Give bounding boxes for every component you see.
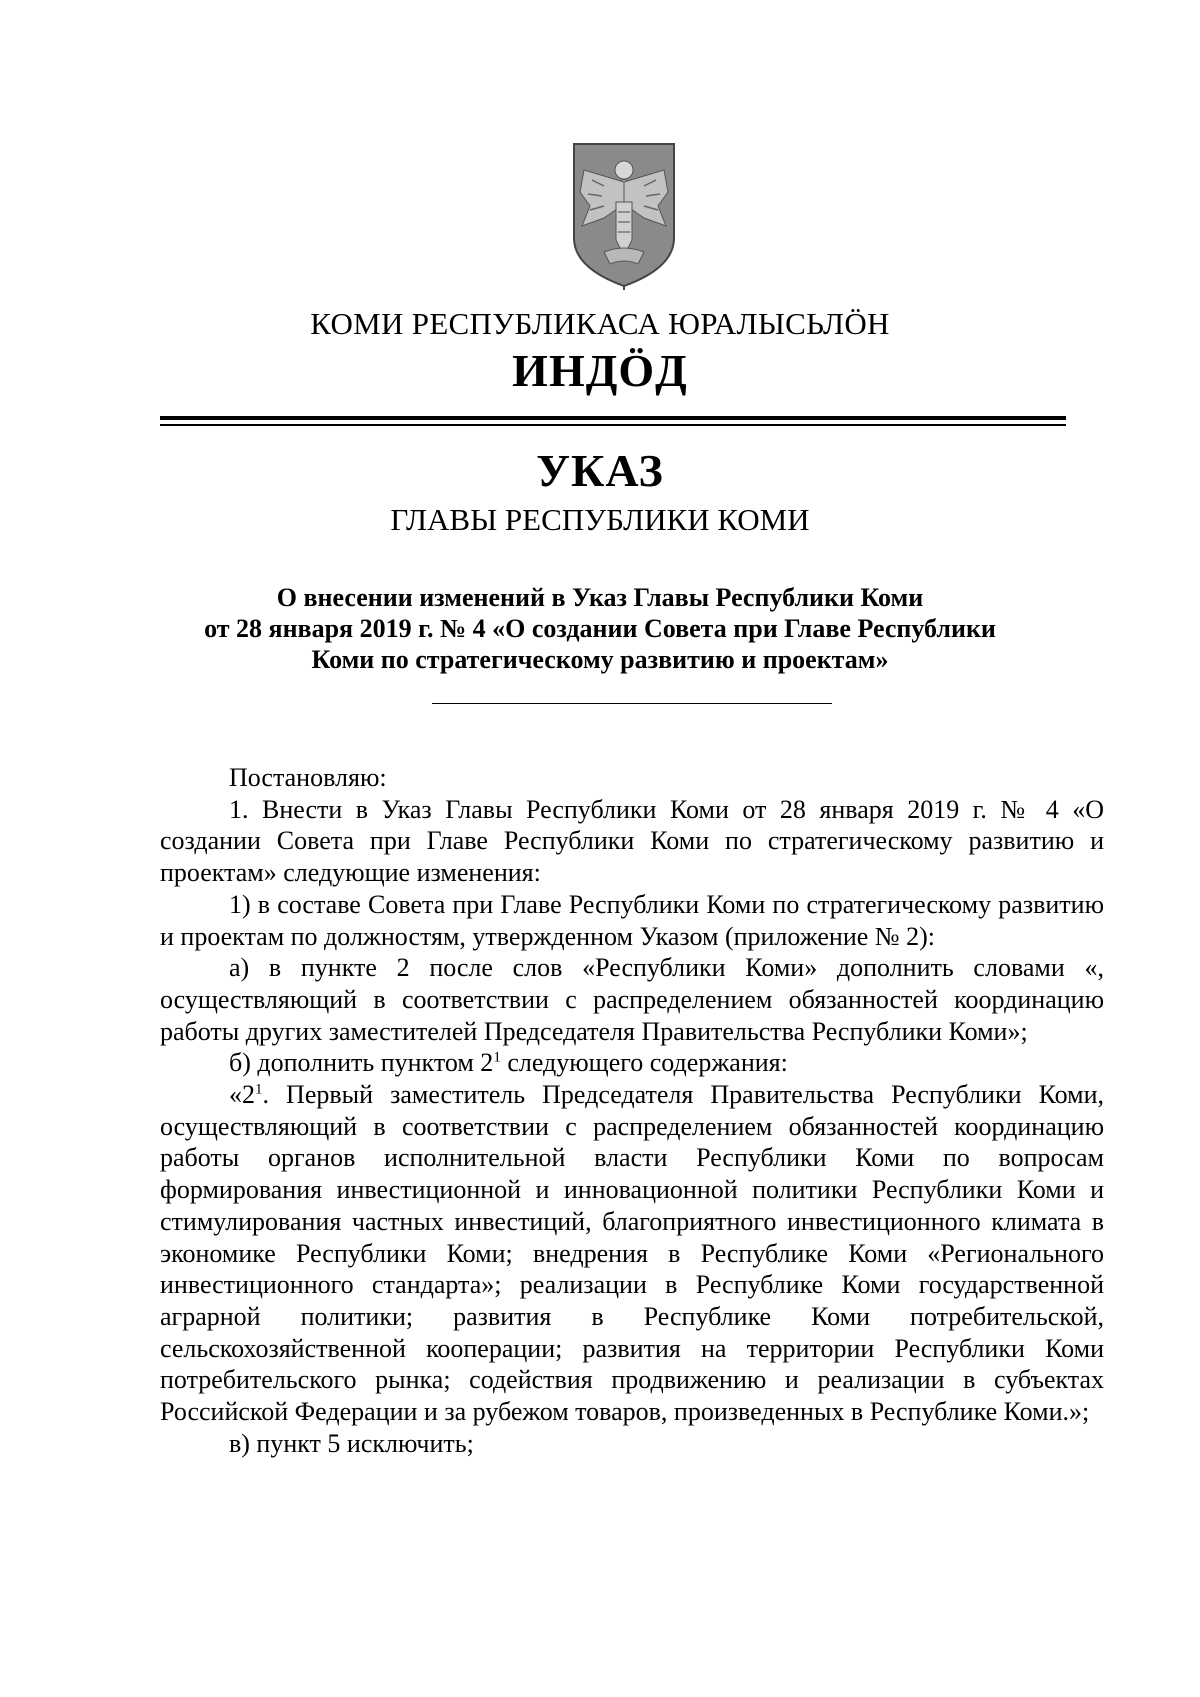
document-title-line: О внесении изменений в Указ Главы Республики Коми — [276, 583, 924, 612]
superscript: 1 — [255, 1081, 263, 1098]
komi-coat-of-arms-icon — [570, 140, 678, 290]
superscript: 1 — [493, 1049, 501, 1066]
title-underline — [432, 703, 832, 704]
paragraph-2-1-quote — [160, 1079, 1104, 1428]
paragraph-b-text-end: следующего содержания: — [500, 1048, 788, 1078]
komi-header-line: КОМИ РЕСПУБЛИКАСА ЮРАЛЫСЬЛӦН — [310, 306, 890, 341]
document-title-line: от 28 января 2019 г. № 4 «О создании Совета при Главе Республики — [204, 614, 996, 643]
header-divider-thin — [160, 424, 1066, 426]
document-body — [160, 762, 1104, 1459]
paragraph-b — [160, 1047, 1104, 1079]
decree-word: Постановляю: — [229, 763, 387, 792]
komi-document-type: ИНДӦД — [512, 345, 688, 396]
document-type: УКАЗ — [536, 445, 664, 496]
header-divider-thick — [160, 416, 1066, 420]
paragraph-b-text: б) дополнить пунктом 2 — [229, 1048, 494, 1078]
quote-number: «2 — [229, 1080, 255, 1110]
paragraph-a: а) в пункте 2 после слов «Республики Коми» дополнить словами «, осуществляющий в соответствии с распределением обязанностей координацию работы других заместителей Председателя Правительства Республики Коми»; — [160, 953, 1104, 1046]
paragraph-1: 1. Внести в Указ Главы Республики Коми от 28 января 2019 г. № 4 «О создании Совета при Главе Республики Коми по стратегическому развитию и проектам» следующие изменения: — [160, 794, 1104, 888]
document-title — [0, 582, 1200, 675]
issuing-authority: ГЛАВЫ РЕСПУБЛИКИ КОМИ — [390, 502, 810, 537]
paragraph-v: в) пункт 5 исключить; — [229, 1428, 474, 1458]
quote-text: . Первый заместитель Председателя Правительства Республики Коми, осуществляющий в соответствии с распределением обязанностей координацию работы органов исполнительной власти Республики Коми по вопросам формирования инвестиционной и инновационной политики Республики Коми и стимулирования частных инвестиций, благоприятного инвестиционного климата в экономике Республики Коми; внедрения в Республике Коми «Регионального инвестиционного стандарта»; реализации в Республике Коми государственной аграрной политики; развития в Республике Коми потребительской, сельскохозяйственной кооперации; развития на территории Республики Коми потребительского рынка; содействия продвижению и реализации в субъектах Российской Федерации и за рубежом товаров, произведенных в Республике Коми.»; — [160, 1080, 1104, 1427]
document-title-line: Коми по стратегическому развитию и проектам» — [311, 645, 889, 674]
paragraph-1-1: 1) в составе Совета при Главе Республики Коми по стратегическому развитию и проектам по должностям, утвержденном Указом (приложение № 2): — [160, 889, 1104, 951]
